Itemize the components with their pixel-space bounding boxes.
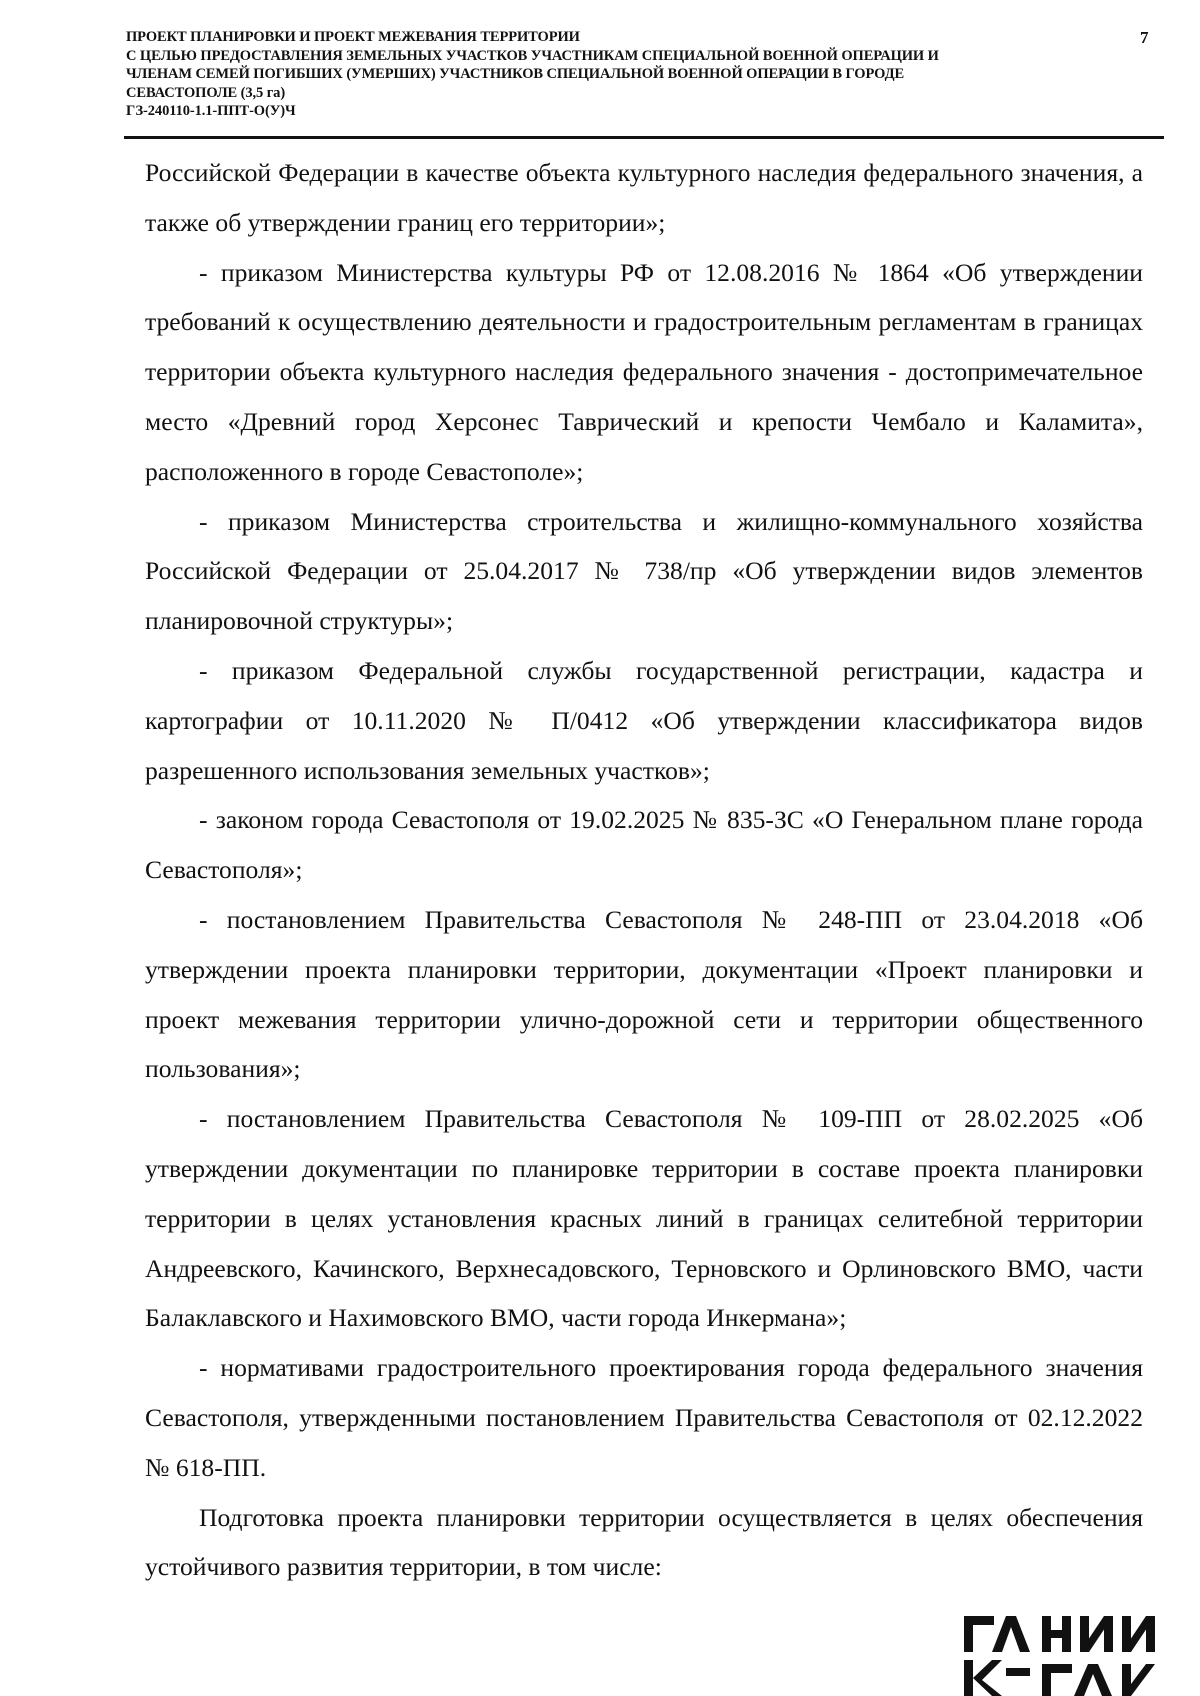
- paragraph-7: - постановлением Правительства Севастополя № 109-ПП от 28.02.2025 «Об утверждении документации по планировке территории в составе проекта планировки территории в целях установления красных линий в границах селитебной территории Андреевского, Качинского, Верхнесадовского, Терновского и Орлиновского ВМО, части Балаклавского и Нахимовского ВМО, части города Инкермана»;: [145, 1104, 1143, 1333]
- paragraph-3: - приказом Министерства строительства и жилищно-коммунального хозяйства Российской Федерации от 25.04.2017 № 738/пр «Об утверждении видов элементов планировочной структуры»;: [145, 506, 1143, 636]
- institute-logo: [962, 1608, 1162, 1696]
- institute-logo-mark: [962, 1608, 1162, 1696]
- document-body: [145, 148, 1143, 1592]
- document-code: ГЗ-240110-1.1-ППТ-О(У)Ч: [126, 103, 296, 120]
- paragraph-5: - законом города Севастополя от 19.02.2025 № 835-ЗС «О Генеральном плане города Севастополя»;: [145, 805, 1143, 885]
- paragraph-9: Подготовка проекта планировки территории осуществляется в целях обеспечения устойчивого развития территории, в том числе:: [145, 1502, 1143, 1582]
- paragraph-4: - приказом Федеральной службы государственной регистрации, кадастра и картографии от 10.11.2020 № П/0412 «Об утверждении классификатора видов разрешенного использования земельных участков»;: [145, 655, 1143, 785]
- header-line-2: С ЦЕЛЬЮ ПРЕДОСТАВЛЕНИЯ ЗЕМЕЛЬНЫХ УЧАСТКОВ УЧАСТНИКАМ СПЕЦИАЛЬНОЙ ВОЕННОЙ ОПЕРАЦИИ И: [126, 47, 939, 64]
- paragraph-2: - приказом Министерства культуры РФ от 12.08.2016 № 1864 «Об утверждении требований к осуществлению деятельности и градостроительным регламентам в границах территории объекта культурного наследия федерального значения - достопримечательное место «Древний город Херсонес Таврический и крепости Чембало и Каламита», расположенного в городе Севастополе»;: [145, 257, 1143, 486]
- document-header: [126, 28, 1126, 121]
- paragraph-1: Российской Федерации в качестве объекта культурного наследия федерального значения, а также об утверждении границ его территории»;: [145, 158, 1143, 237]
- paragraph-8: - нормативами градостроительного проектирования города федерального значения Севастополя, утвержденными постановлением Правительства Севастополя от 02.12.2022 № 618-ПП.: [145, 1353, 1143, 1482]
- paragraph-6: - постановлением Правительства Севастополя № 248-ПП от 23.04.2018 «Об утверждении проекта планировки территории, документации «Проект планировки и проект межевания территории улично-дорожной сети и территории общественного пользования»;: [145, 904, 1143, 1084]
- header-line-4: СЕВАСТОПОЛЕ (3,5 га): [126, 84, 286, 101]
- header-divider: [124, 136, 1164, 139]
- header-line-1: ПРОЕКТ ПЛАНИРОВКИ И ПРОЕКТ МЕЖЕВАНИЯ ТЕРРИТОРИИ: [126, 29, 580, 45]
- header-line-3: ЧЛЕНАМ СЕМЕЙ ПОГИБШИХ (УМЕРШИХ) УЧАСТНИКОВ СПЕЦИАЛЬНОЙ ВОЕННОЙ ОПЕРАЦИИ В ГОРОДЕ: [126, 66, 905, 83]
- page-number: 7: [1140, 28, 1149, 47]
